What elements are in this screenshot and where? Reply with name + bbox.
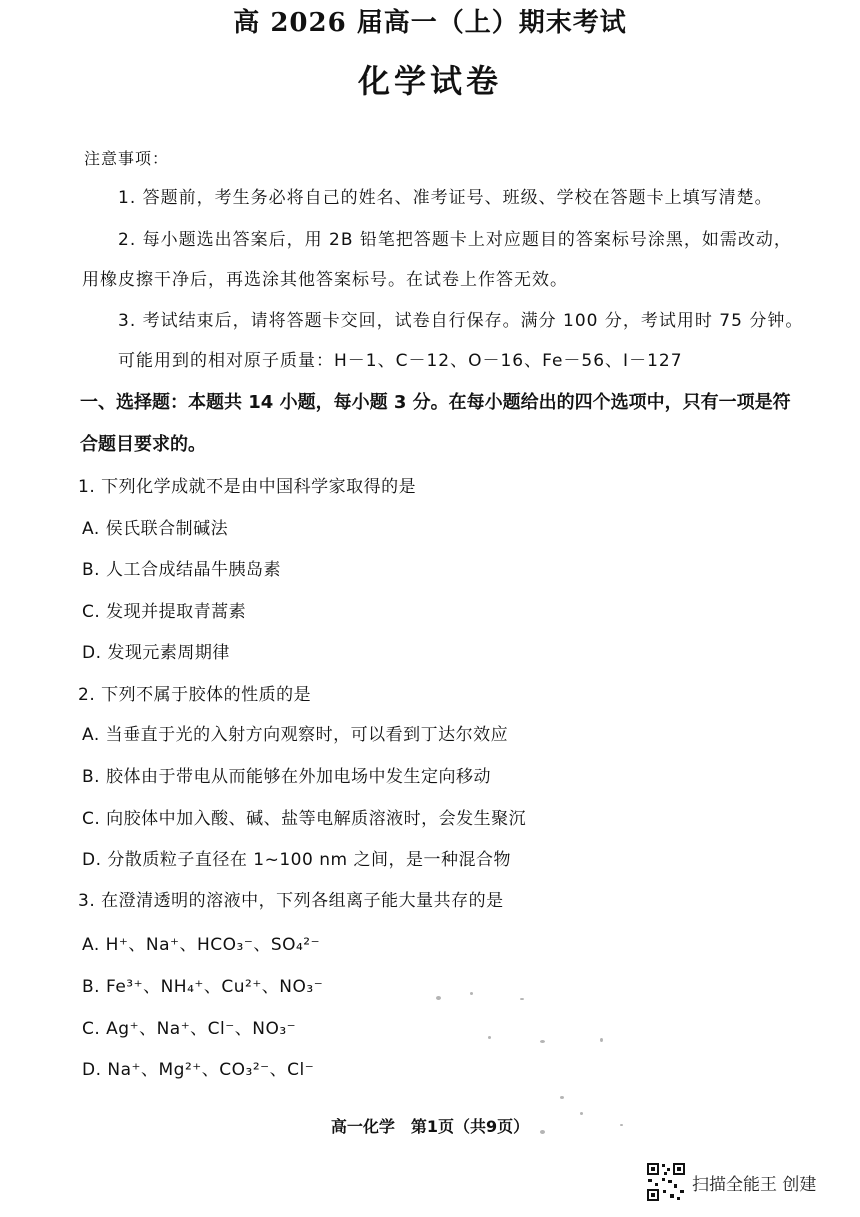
scanner-watermark: 扫描全能王 创建 bbox=[692, 1175, 817, 1195]
question-option: B. Fe³⁺、NH₄⁺、Cu²⁺、NO₃⁻ bbox=[82, 977, 324, 997]
question-option: D. 发现元素周期律 bbox=[82, 643, 230, 663]
question-option: A. H⁺、Na⁺、HCO₃⁻、SO₄²⁻ bbox=[82, 935, 321, 955]
question-option: B. 人工合成结晶牛胰岛素 bbox=[82, 560, 281, 580]
section-heading: 一、选择题：本题共 14 小题，每小题 3 分。在每小题给出的四个选项中，只有一项是符 bbox=[80, 392, 791, 413]
question-option: C. 发现并提取青蒿素 bbox=[82, 602, 247, 622]
question-stem: 2. 下列不属于胶体的性质的是 bbox=[78, 685, 312, 705]
paper-title: 化学试卷 bbox=[357, 62, 502, 100]
qr-code-icon bbox=[646, 1162, 686, 1202]
section-heading-cont: 合题目要求的。 bbox=[80, 434, 206, 455]
note-item: 1. 答题前，考生务必将自己的姓名、准考证号、班级、学校在答题卡上填写清楚。 bbox=[118, 188, 773, 208]
question-option: C. 向胶体中加入酸、碱、盐等电解质溶液时，会发生聚沉 bbox=[82, 809, 527, 829]
note-item: 用橡皮擦干净后，再选涂其他答案标号。在试卷上作答无效。 bbox=[82, 270, 568, 290]
note-item: 3. 考试结束后，请将答题卡交回，试卷自行保存。满分 100 分，考试用时 75 分钟。 bbox=[118, 311, 804, 331]
question-option: B. 胶体由于带电从而能够在外加电场中发生定向移动 bbox=[82, 767, 491, 787]
notes-heading: 注意事项： bbox=[84, 149, 170, 168]
question-option: D. Na⁺、Mg²⁺、CO₃²⁻、Cl⁻ bbox=[82, 1060, 315, 1080]
question-option: A. 侯氏联合制碱法 bbox=[82, 519, 229, 539]
note-item: 2. 每小题选出答案后，用 2B 铅笔把答题卡上对应题目的答案标号涂黑，如需改动， bbox=[118, 230, 792, 250]
question-option: C. Ag⁺、Na⁺、Cl⁻、NO₃⁻ bbox=[82, 1019, 297, 1039]
question-option: D. 分散质粒子直径在 1~100 nm 之间，是一种混合物 bbox=[82, 850, 511, 870]
exam-title: 高 2026 届高一（上）期末考试 bbox=[233, 8, 627, 38]
question-option: A. 当垂直于光的入射方向观察时，可以看到丁达尔效应 bbox=[82, 725, 509, 745]
question-stem: 1. 下列化学成就不是由中国科学家取得的是 bbox=[78, 477, 417, 497]
atomic-mass-note: 可能用到的相对原子质量：H－1、C－12、O－16、Fe－56、I－127 bbox=[118, 351, 683, 371]
question-stem: 3. 在澄清透明的溶液中，下列各组离子能大量共存的是 bbox=[78, 891, 504, 911]
page-footer: 高一化学 第1页（共9页） bbox=[330, 1117, 530, 1136]
